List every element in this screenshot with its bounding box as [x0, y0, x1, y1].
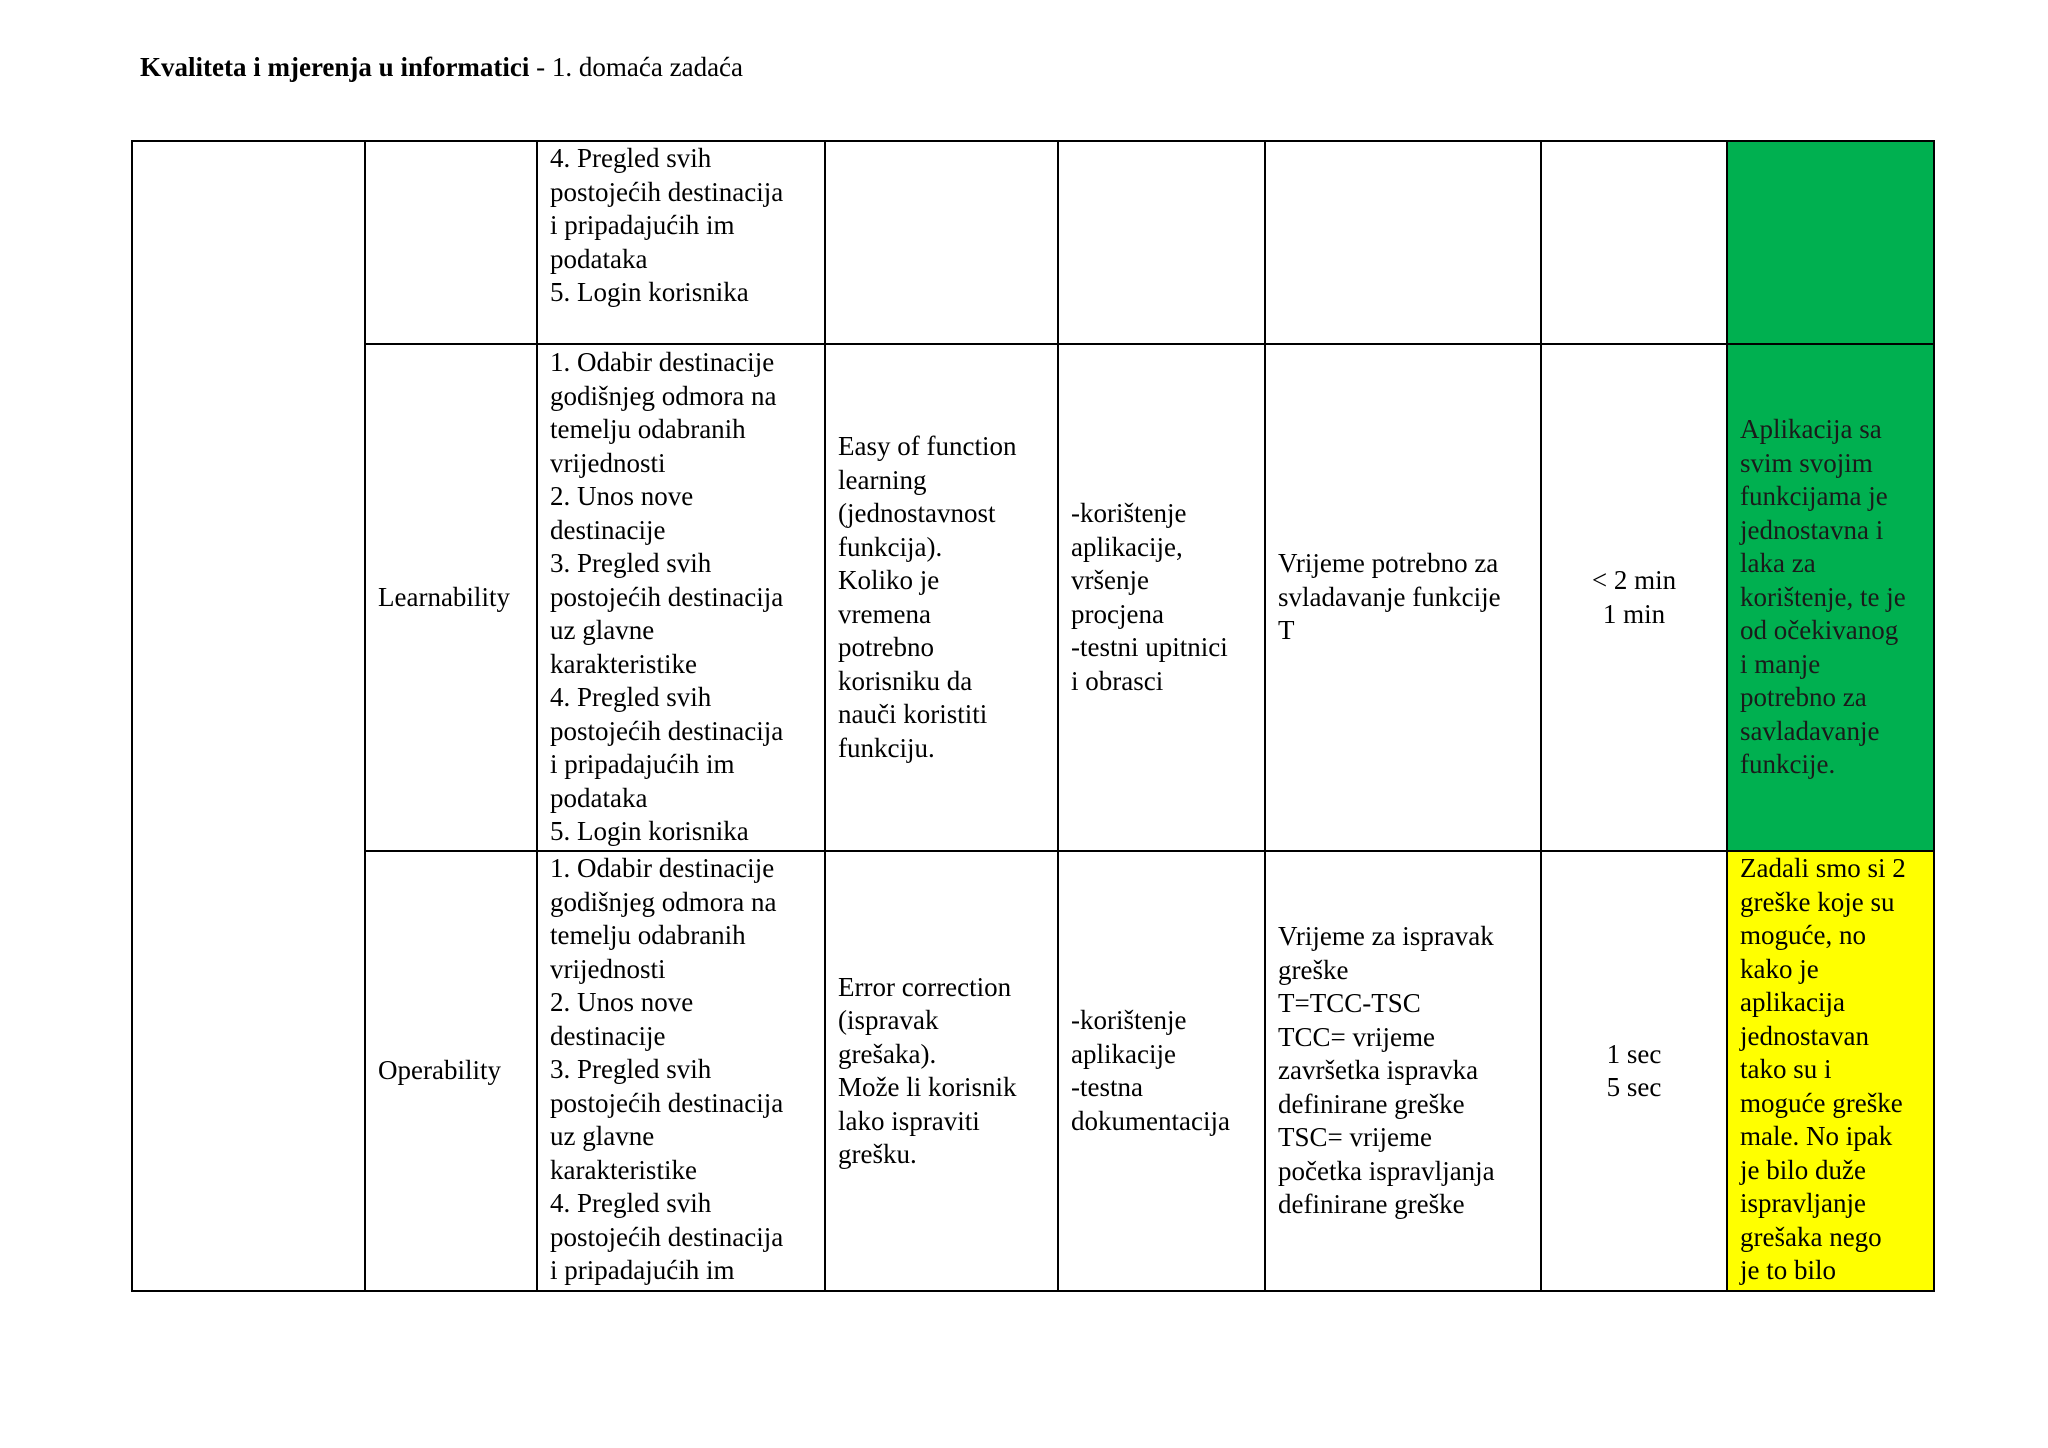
table-row — [132, 141, 1934, 344]
functions-cell — [537, 851, 825, 1291]
target-cell — [1541, 344, 1727, 851]
formula-text: Vrijeme za ispravak greške T=TCC-TSC TCC= vrijeme završetka ispravka definirane greške TSC= vrijeme početka ispravljanja definirane greške — [1278, 921, 1495, 1220]
metric-text: Error correction (ispravak grešaka). Može li korisnik lako ispraviti grešku. — [838, 971, 1017, 1169]
result-cell — [1727, 344, 1934, 851]
metric-cell — [825, 141, 1058, 344]
target-text: 1 sec 5 sec — [1606, 1038, 1662, 1102]
metric-cell — [825, 344, 1058, 851]
functions-cell — [537, 344, 825, 851]
target-cell — [1541, 851, 1727, 1291]
method-cell — [1058, 141, 1265, 344]
characteristic-cell: Operability — [365, 851, 537, 1291]
formula-cell — [1265, 851, 1541, 1291]
quality-metrics-table — [131, 140, 1935, 1292]
functions-text: 1. Odabir destinacije godišnjeg odmora na temelju odabranih vrijednosti 2. Unos nove destinacije 3. Pregled svih postojećih destinacija uz glavne karakteristike 4. Pregled svih postojećih destinacija i pripadajućih im — [550, 853, 784, 1285]
target-cell — [1541, 141, 1727, 344]
metric-text: Easy of function learning (jednostavnost funkcija). Koliko je vremena potrebno korisniku da nauči koristiti funkciju. — [838, 431, 1017, 763]
target-text: < 2 min 1 min — [1591, 565, 1677, 629]
functions-cell — [537, 141, 825, 344]
assignment-title: - 1. domaća zadaća — [529, 52, 744, 82]
document-header — [140, 52, 743, 83]
formula-text: Vrijeme potrebno za svladavanje funkcije T — [1278, 548, 1501, 646]
course-title: Kvaliteta i mjerenja u informatici — [140, 52, 530, 82]
functions-text: 1. Odabir destinacije godišnjeg odmora na temelju odabranih vrijednosti 2. Unos nove destinacije 3. Pregled svih postojećih destinacija uz glavne karakteristike 4. Pregled svih postojećih destinacija i pripadajućih im podataka 5. Login korisnika — [550, 347, 784, 847]
result-text: Zadali smo si 2 greške koje su moguće, no kako je aplikacija jednostavan tako su i moguće greške male. No ipak je bilo duže ispravljanje grešaka nego je to bilo — [1740, 853, 1906, 1285]
method-cell — [1058, 344, 1265, 851]
method-text: -korištenje aplikacije -testna dokumentacija — [1071, 1005, 1230, 1136]
method-cell — [1058, 851, 1265, 1291]
formula-cell — [1265, 344, 1541, 851]
table-row — [132, 344, 1934, 851]
result-cell — [1727, 141, 1934, 344]
result-cell — [1727, 851, 1934, 1291]
table-row — [132, 851, 1934, 1291]
functions-text: 4. Pregled svih postojećih destinacija i pripadajućih im podataka 5. Login korisnika — [550, 143, 784, 307]
metric-cell — [825, 851, 1058, 1291]
characteristic-cell: Learnability — [365, 344, 537, 851]
formula-cell — [1265, 141, 1541, 344]
characteristic-cell — [365, 141, 537, 344]
result-text: Aplikacija sa svim svojim funkcijama je jednostavna i laka za korištenje, te je od očekivanog i manje potrebno za savladavanje funkcije. — [1740, 414, 1906, 780]
method-text: -korištenje aplikacije, vršenje procjena -testni upitnici i obrasci — [1071, 498, 1228, 696]
group-cell — [132, 141, 365, 1291]
